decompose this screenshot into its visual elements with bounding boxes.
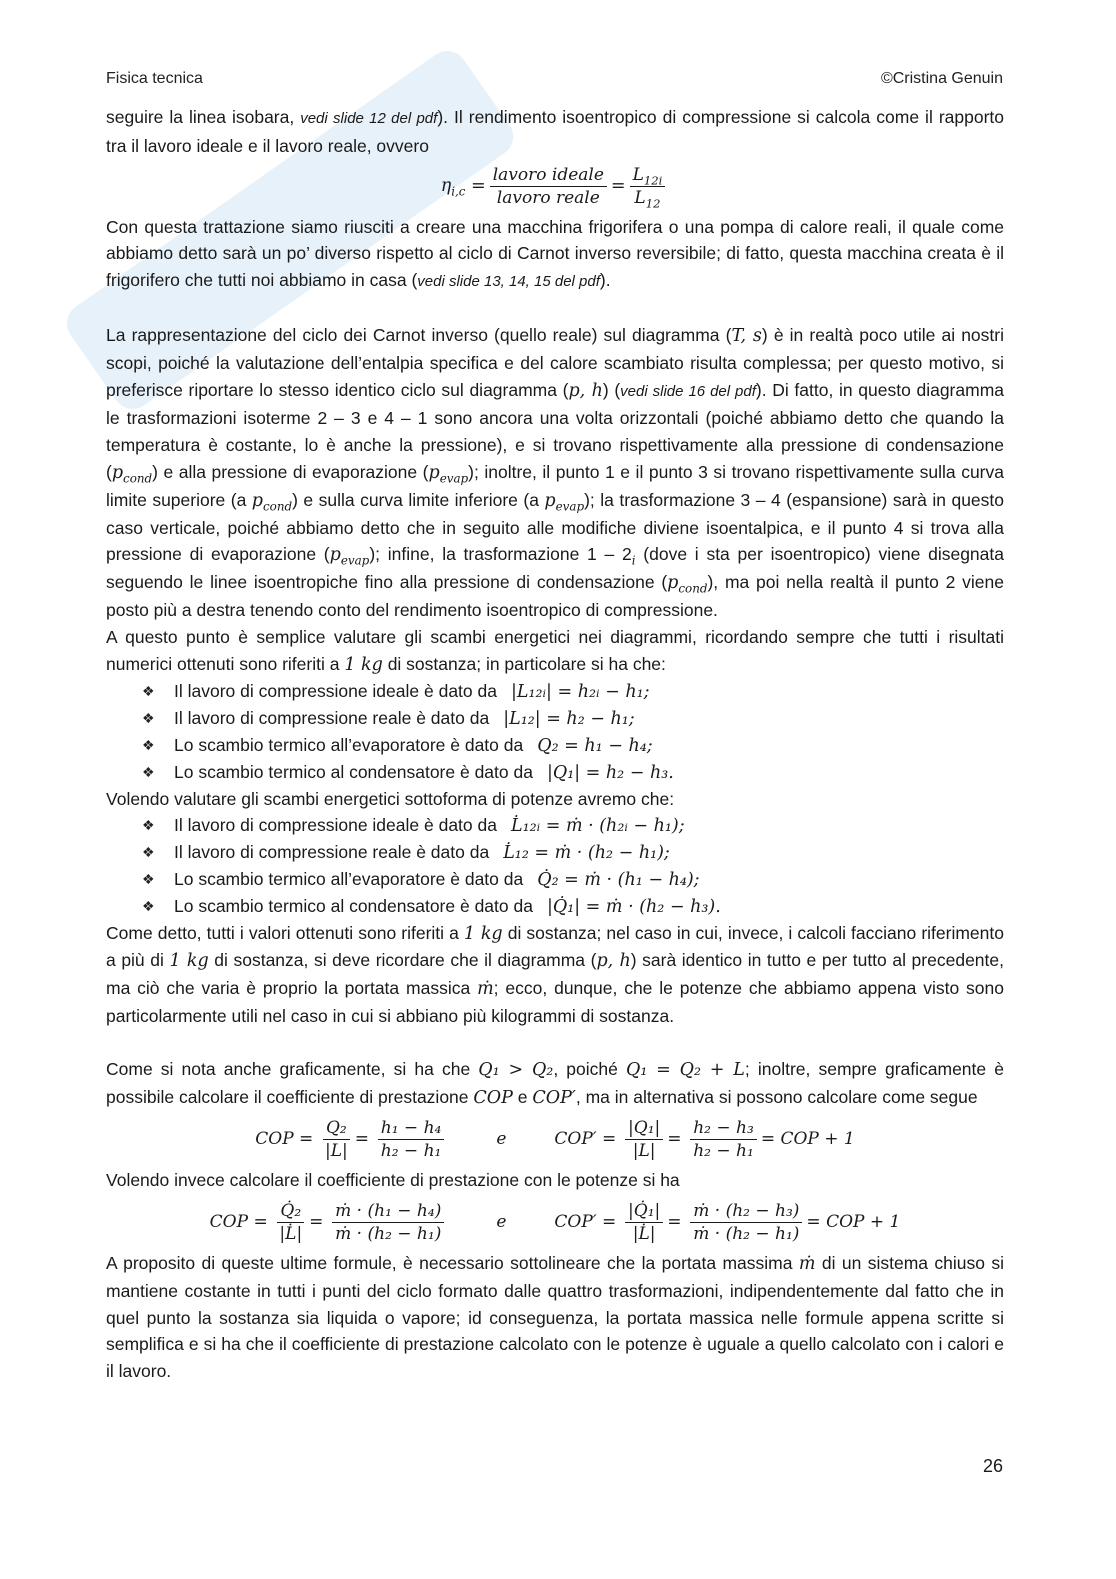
list-item: ❖ Il lavoro di compressione reale è dato da L̇₁₂ = ṁ · (h₂ − h₁); <box>142 839 1004 866</box>
equation-isentropic-efficiency: $\eta_{i,c}$ = $\frac{\text{lavoro ideale}}{\text{lavoro reale}}$ = $\frac{L_{12i}}{L_{12}}$ <box>106 160 1004 214</box>
paragraph: A proposito di queste ultime formule, è necessario sottolineare che la portata massima ṁ di un sistema chiuso si mantiene costante in tutti i punti del ciclo formato dalle quattro trasformazioni, indipendentemente dal fatto che in quel punto la sostanza sia liquida o vapore; id conseguenza, la portata massica nelle formule appena scritte si semplifica e si ha che il coefficiente di prestazione calcolato con le potenze è uguale a quello calcolato con i calori e il lavoro. <box>106 1253 1004 1382</box>
energy-exchange-list <box>106 678 1004 785</box>
list-item: ❖ Il lavoro di compressione ideale è dato da L̇₁₂ᵢ = ṁ · (h₂ᵢ − h₁); <box>142 812 1004 839</box>
paragraph: La rappresentazione del ciclo dei Carnot inverso (quello reale) sul diagramma (T, s) è in realtà poco utile ai nostri scopi, poiché la valutazione dell’entalpia specifica e del calore scambiato risulta complessa; per questo motivo, si preferisce riportare lo stesso identico ciclo sul diagramma (p, h) (vedi slide 16 del pdf). Di fatto, in questo diagramma le trasformazioni isoterme 2 – 3 e 4 – 1 sono ancora una volta orizzontali (poiché abbiamo detto che quando la temperatura è costante, lo è anche la pressione), e si trovano rispettivamente alla pressione di condensazione $(p_{cond})$ e alla pressione di evaporazione $(p_{evap})$; inoltre, il punto 1 e il punto 3 si trovano rispettivamente sulla curva limite superiore (a $p_{cond}$) e sulla curva limite inferiore (a $p_{evap}$); la trasformazione 3 – 4 (espansione) sarà in questo caso verticale, poiché abbiamo detto che in seguito alle modifiche diviene isoentalpica, e il punto 4 si trova alla pressione di evaporazione $(p_{evap})$; infine, la trasformazione $1 - 2_i$ (dove i sta per isoentropico) viene disegnata seguendo le linee isoentropiche fino alla pressione di condensazione $(p_{cond})$, ma poi nella realtà il punto 2 viene posto più a destra tenendo conto del rendimento isoentropico di compressione. <box>106 324 1005 620</box>
equation-cop-heat: COP = $\frac{\text{Q₂}}{|L|}$ = $\frac{\text{h₁ − h₄}}{\text{h₂ − h₁}}$ e COP′ = $\frac{\text{|Q₁|}}{|L|}$ = $\frac{\text{h₂ − h₃}}{\text{h₂ − h₁}}$ = COP + 1 <box>255 1117 855 1161</box>
paragraph: Volendo invece calcolare il coefficiente di prestazione con le potenze si ha <box>106 1170 680 1191</box>
list-item: ❖ Lo scambio termico all’evaporatore è dato da Q̇₂ = ṁ · (h₁ − h₄); <box>142 866 1004 893</box>
paragraph: Con questa trattazione siamo riusciti a creare una macchina frigorifera o una pompa di calore reali, il quale come abbiamo detto sarà un po’ diverso rispetto al ciclo di Carnot inverso reversibile; di fatto, questa macchina creata è il frigorifero che tutti noi abbiamo in casa (vedi slide 13, 14, 15 del pdf). <box>106 216 1004 291</box>
slide-reference: vedi slide 13, 14, 15 del pdf <box>417 273 600 291</box>
slide-reference: vedi slide 12 del pdf <box>300 110 438 127</box>
paragraph: Volendo valutare gli scambi energetici sottoforma di potenze avremo che: <box>106 788 675 809</box>
slide-reference: vedi slide 16 del pdf <box>620 382 756 400</box>
header-title: Fisica tecnica <box>106 70 203 87</box>
list-item: ❖ Il lavoro di compressione ideale è dato da |L₁₂ᵢ| = h₂ᵢ − h₁; <box>142 678 1004 705</box>
list-item: ❖ Lo scambio termico al condensatore è dato da |Q̇₁| = ṁ · (h₂ − h₃). <box>142 893 1004 920</box>
equation-cop-power: COP = $\frac{\text{Q̇₂}}{|L̇|}$ = $\frac{\text{ṁ · (h₁ − h₄)}}{\text{ṁ · (h₂ − h₁)}}$ e COP′ = $\frac{\text{|Q̇₁|}}{|L̇|}$ = $\frac{\text{ṁ · (h₂ − h₃)}}{\text{ṁ · (h₂ − h₁)}}$ = COP + 1 <box>209 1200 901 1244</box>
header-author: ©Cristina Genuin <box>880 70 1003 87</box>
page-body <box>106 104 1004 1385</box>
paragraph: Come si nota anche graficamente, si ha che Q₁ > Q₂, poiché Q₁ = Q₂ + L; inoltre, sempre graficamente è possibile calcolare il coefficiente di prestazione COP e COP′, ma in alternativa si possono calcolare come segue <box>106 1058 1004 1108</box>
list-item: ❖ Lo scambio termico al condensatore è dato da |Q₁| = h₂ − h₃. <box>142 759 1004 786</box>
page-number: 26 <box>982 1456 1003 1476</box>
list-item: ❖ Il lavoro di compressione reale è dato da |L₁₂| = h₂ − h₁; <box>142 705 1004 732</box>
paragraph: A questo punto è semplice valutare gli scambi energetici nei diagrammi, ricordando sempre che tutti i risultati numerici ottenuti sono riferiti a 1 kg di sostanza; in particolare si ha che: <box>106 626 1004 675</box>
paragraph: seguire la linea isobara, vedi slide 12 del pdf). Il rendimento isoentropico di compressione si calcola come il rapporto tra il lavoro ideale e il lavoro reale, ovvero <box>106 107 1004 156</box>
paragraph: Come detto, tutti i valori ottenuti sono riferiti a 1 kg di sostanza; nel caso in cui, invece, i calcoli facciano riferimento a più di 1 kg di sostanza, si deve ricordare che il diagramma (p, h) sarà identico in tutto e per tutto al precedente, ma ciò che varia è proprio la portata massica ṁ; ecco, dunque, che le potenze che abbiamo appena visto sono particolarmente utili nel caso in cui si abbiano più kilogrammi di sostanza. <box>106 922 1004 1026</box>
list-item: ❖ Lo scambio termico all’evaporatore è dato da Q₂ = h₁ − h₄; <box>142 732 1004 759</box>
power-exchange-list <box>106 812 1004 919</box>
